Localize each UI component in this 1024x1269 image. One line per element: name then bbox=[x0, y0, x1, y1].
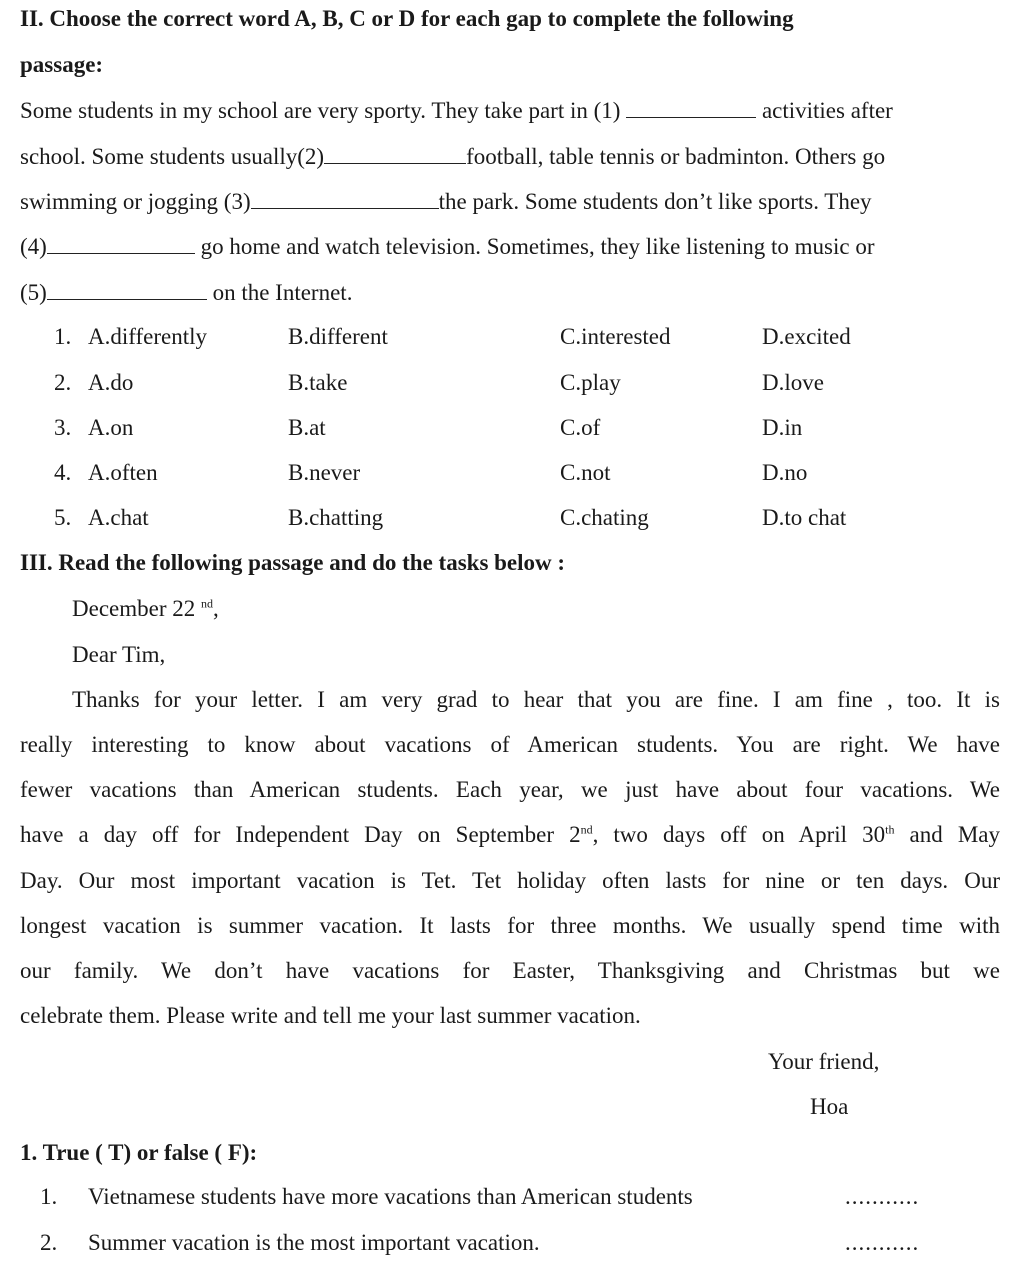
section-2-heading: II. Choose the correct word A, B, C or D for each gap to complete the following bbox=[20, 6, 794, 31]
option-c: C.not bbox=[560, 460, 611, 485]
option-a: A.on bbox=[88, 415, 134, 440]
passage-line-1 bbox=[20, 98, 893, 124]
passage-text: activities after bbox=[761, 98, 893, 123]
letter-signature: Hoa bbox=[810, 1094, 849, 1119]
question-number: 3. bbox=[54, 415, 72, 440]
letter-line-3: fewer vacations than American students. Each year, we just have about four vacations. We bbox=[20, 777, 1000, 802]
passage-text: Some students in my school are very sporty. They take part in (1) bbox=[20, 98, 621, 123]
option-a: A.differently bbox=[88, 324, 208, 349]
question-number: 4. bbox=[54, 460, 72, 485]
option-d: D.love bbox=[762, 370, 824, 395]
passage-line-4 bbox=[20, 234, 875, 260]
gap-2 bbox=[324, 145, 466, 164]
option-b: B.never bbox=[288, 460, 361, 485]
option-a: A.chat bbox=[88, 505, 149, 530]
passage-text: the park. Some students don’t like sports. They bbox=[438, 189, 872, 214]
letter-salutation: Dear Tim, bbox=[72, 642, 166, 667]
tf-answer-blank[interactable]: ........... bbox=[845, 1184, 920, 1209]
letter-line-2: really interesting to know about vacations of American students. You are right. We have bbox=[20, 732, 1000, 757]
passage-text: (4) bbox=[20, 234, 47, 259]
question-number: 1. bbox=[54, 324, 72, 349]
option-d: D.to chat bbox=[762, 505, 847, 530]
ordinal-suffix: th bbox=[885, 822, 895, 837]
passage-text: swimming or jogging (3) bbox=[20, 189, 251, 214]
gap-3 bbox=[251, 190, 439, 209]
passage-line-5 bbox=[20, 280, 352, 306]
option-a: A.often bbox=[88, 460, 158, 485]
option-b: B.different bbox=[288, 324, 388, 349]
passage-text: school. Some students usually(2) bbox=[20, 144, 325, 169]
letter-text: , two days off on April 30 bbox=[592, 822, 886, 847]
passage-text: on the Internet. bbox=[212, 280, 353, 305]
true-false-heading: 1. True ( T) or false ( F): bbox=[20, 1140, 258, 1165]
option-c: C.play bbox=[560, 370, 621, 395]
passage-line-2 bbox=[20, 144, 885, 170]
option-b: B.at bbox=[288, 415, 326, 440]
tf-statement: Vietnamese students have more vacations than American students bbox=[88, 1184, 693, 1209]
letter-line-4 bbox=[20, 822, 1000, 848]
letter-text: have a day off for Independent Day on September 2 bbox=[20, 822, 581, 847]
letter-line-7: our family. We don’t have vacations for Easter, Thanksgiving and Christmas but we bbox=[20, 958, 1000, 983]
passage-text: (5) bbox=[20, 280, 47, 305]
letter-line-8: celebrate them. Please write and tell me your last summer vacation. bbox=[20, 1003, 641, 1028]
tf-number: 2. bbox=[40, 1230, 58, 1255]
option-c: C.of bbox=[560, 415, 601, 440]
option-b: B.take bbox=[288, 370, 348, 395]
option-d: D.no bbox=[762, 460, 808, 485]
letter-line-6: longest vacation is summer vacation. It lasts for three months. We usually spend time with bbox=[20, 913, 1000, 938]
option-d: D.excited bbox=[762, 324, 851, 349]
section-3-heading: III. Read the following passage and do the tasks below : bbox=[20, 550, 566, 575]
tf-number: 1. bbox=[40, 1184, 58, 1209]
section-2-heading-cont: passage: bbox=[20, 52, 104, 77]
letter-line-1: Thanks for your letter. I am very grad to hear that you are fine. I am fine , too. It is bbox=[72, 687, 1000, 712]
date-text: December 22 bbox=[72, 596, 196, 621]
question-number: 5. bbox=[54, 505, 72, 530]
letter-closing: Your friend, bbox=[768, 1049, 880, 1074]
passage-text: go home and watch television. Sometimes, they like listening to music or bbox=[200, 234, 875, 259]
date-ordinal: nd bbox=[201, 596, 213, 611]
option-b: B.chatting bbox=[288, 505, 384, 530]
date-comma: , bbox=[213, 596, 219, 621]
question-number: 2. bbox=[54, 370, 72, 395]
gap-5 bbox=[47, 281, 207, 300]
letter-line-5: Day. Our most important vacation is Tet. Tet holiday often lasts for nine or ten days. Our bbox=[20, 868, 1000, 893]
letter-text: and May bbox=[894, 822, 1001, 847]
tf-statement: Summer vacation is the most important vacation. bbox=[88, 1230, 540, 1255]
option-a: A.do bbox=[88, 370, 134, 395]
option-c: C.interested bbox=[560, 324, 671, 349]
gap-1 bbox=[626, 99, 756, 118]
passage-text: football, table tennis or badminton. Others go bbox=[466, 144, 886, 169]
letter-date bbox=[72, 596, 219, 622]
ordinal-suffix: nd bbox=[580, 822, 593, 837]
passage-line-3 bbox=[20, 189, 872, 215]
option-d: D.in bbox=[762, 415, 803, 440]
tf-answer-blank[interactable]: ........... bbox=[845, 1230, 920, 1255]
option-c: C.chating bbox=[560, 505, 649, 530]
gap-4 bbox=[47, 235, 195, 254]
